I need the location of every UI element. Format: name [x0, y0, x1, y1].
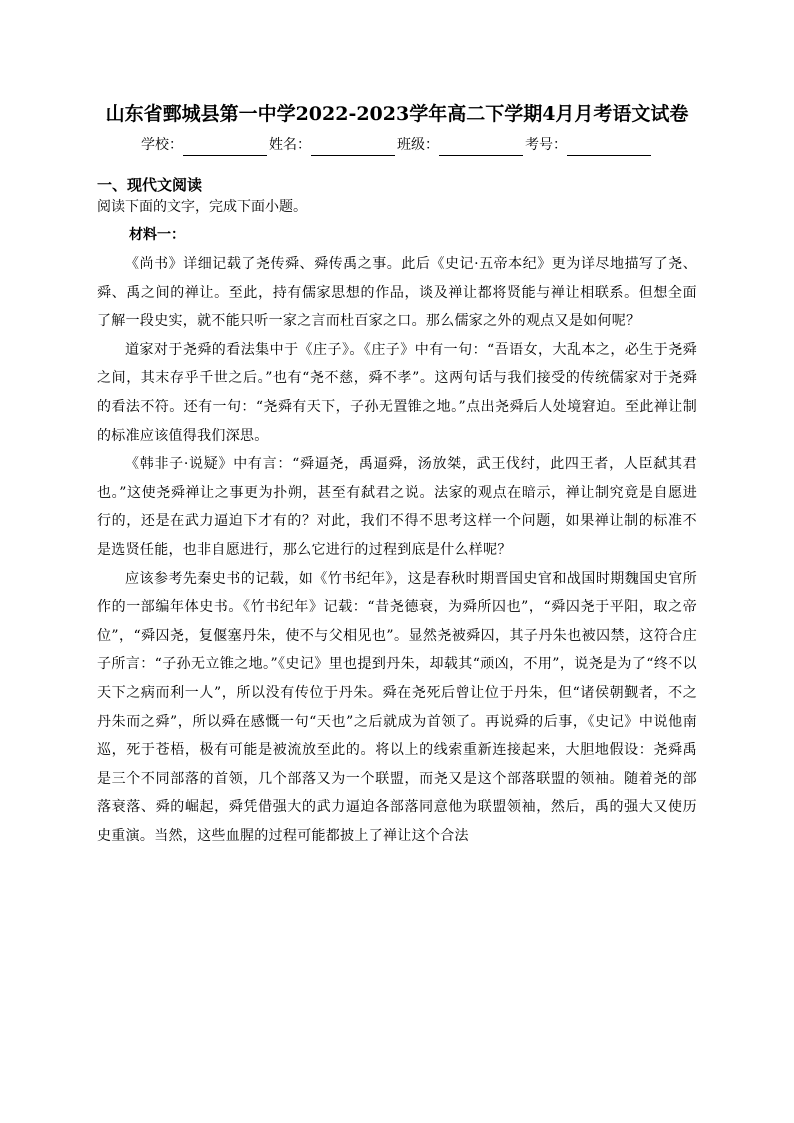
- exam-title: 山东省鄄城县第一中学2022-2023学年高二下学期4月月考语文试卷: [105, 103, 689, 125]
- school-field: [141, 134, 269, 156]
- name-label: 姓名：: [269, 137, 311, 153]
- reading-instruction: 阅读下面的文字，完成下面小题。: [97, 199, 307, 215]
- school-label: 学校：: [141, 137, 183, 153]
- section-heading: 一、现代文阅读: [97, 176, 203, 194]
- paragraph: 《韩非子·说疑》中有言：“舜逼尧，禹逼舜，汤放桀，武王伐纣，此四王者，人臣弑其君也。”这使尧舜禅让之事更为扑朔，甚至有弑君之说。法家的观点在暗示，禅让制究竟是自愿进行的，还是在武力逼迫下才有的？对此，我们不得不思考这样一个问题，如果禅让制的标准不是选贤任能，也非自愿进行，那么它进行的过程到底是什么样呢？: [97, 456, 697, 558]
- exam-number-blank[interactable]: [567, 139, 651, 156]
- exam-number-label: 考号：: [525, 137, 567, 153]
- student-info-row: [97, 134, 697, 156]
- paragraph: 《尚书》详细记载了尧传舜、舜传禹之事。此后《史记·五帝本纪》更为详尽地描写了尧、舜、禹之间的禅让。至此，持有儒家思想的作品，谈及禅让都将贤能与禅让相联系。但想全面了解一段史实，就不能只听一家之言而杜百家之口。那么儒家之外的观点又是如何呢？: [97, 256, 697, 330]
- class-label: 班级：: [397, 137, 439, 153]
- exam-number-field: [525, 134, 653, 156]
- paragraph: 道家对于尧舜的看法集中于《庄子》。《庄子》中有一句：“吾语女，大乱本之，必生于尧舜之间，其末存乎千世之后。”也有“尧不慈，舜不孝”。这两句话与我们接受的传统儒家对于尧舜的看法不符。还有一句：“尧舜有天下，子孙无置锥之地。”点出尧舜后人处境窘迫。至此禅让制的标准应该值得我们深思。: [97, 341, 697, 444]
- class-blank[interactable]: [439, 139, 523, 156]
- name-blank[interactable]: [311, 139, 395, 156]
- class-field: [397, 134, 525, 156]
- paragraph: 应该参考先秦史书的记载，如《竹书纪年》，这是春秋时期晋国史官和战国时期魏国史官所作的一部编年体史书。《竹书纪年》记载：“昔尧德衰，为舜所囚也”，“舜囚尧于平阳，取之帝位”，“舜囚尧，复偃塞丹朱，使不与父相见也”。显然尧被舜囚，其子丹朱也被囚禁，这符合庄子所言：“子孙无立锥之地。”《史记》里也提到丹朱，却载其“顽凶，不用”，说尧是为了“终不以天下之病而利一人”，所以没有传位于丹朱。舜在尧死后曾让位于丹朱，但“诸侯朝觐者，不之丹朱而之舜”，所以舜在感慨一句“天也”之后就成为首领了。再说舜的后事，《史记》中说他南巡，死于苍梧，极有可能是被流放至此的。将以上的线索重新连接起来，大胆地假设：尧舜禹是三个不同部落的首领，几个部落又为一个联盟，而尧又是这个部落联盟的领袖。随着尧的部落衰落、舜的崛起，舜凭借强大的武力逼迫各部落同意他为联盟领袖，然后，禹的强大又使历史重演。当然，这些血腥的过程可能都披上了禅让这个合法: [97, 570, 697, 844]
- material-label: 材料一：: [129, 227, 185, 243]
- name-field: [269, 134, 397, 156]
- school-blank[interactable]: [183, 139, 267, 156]
